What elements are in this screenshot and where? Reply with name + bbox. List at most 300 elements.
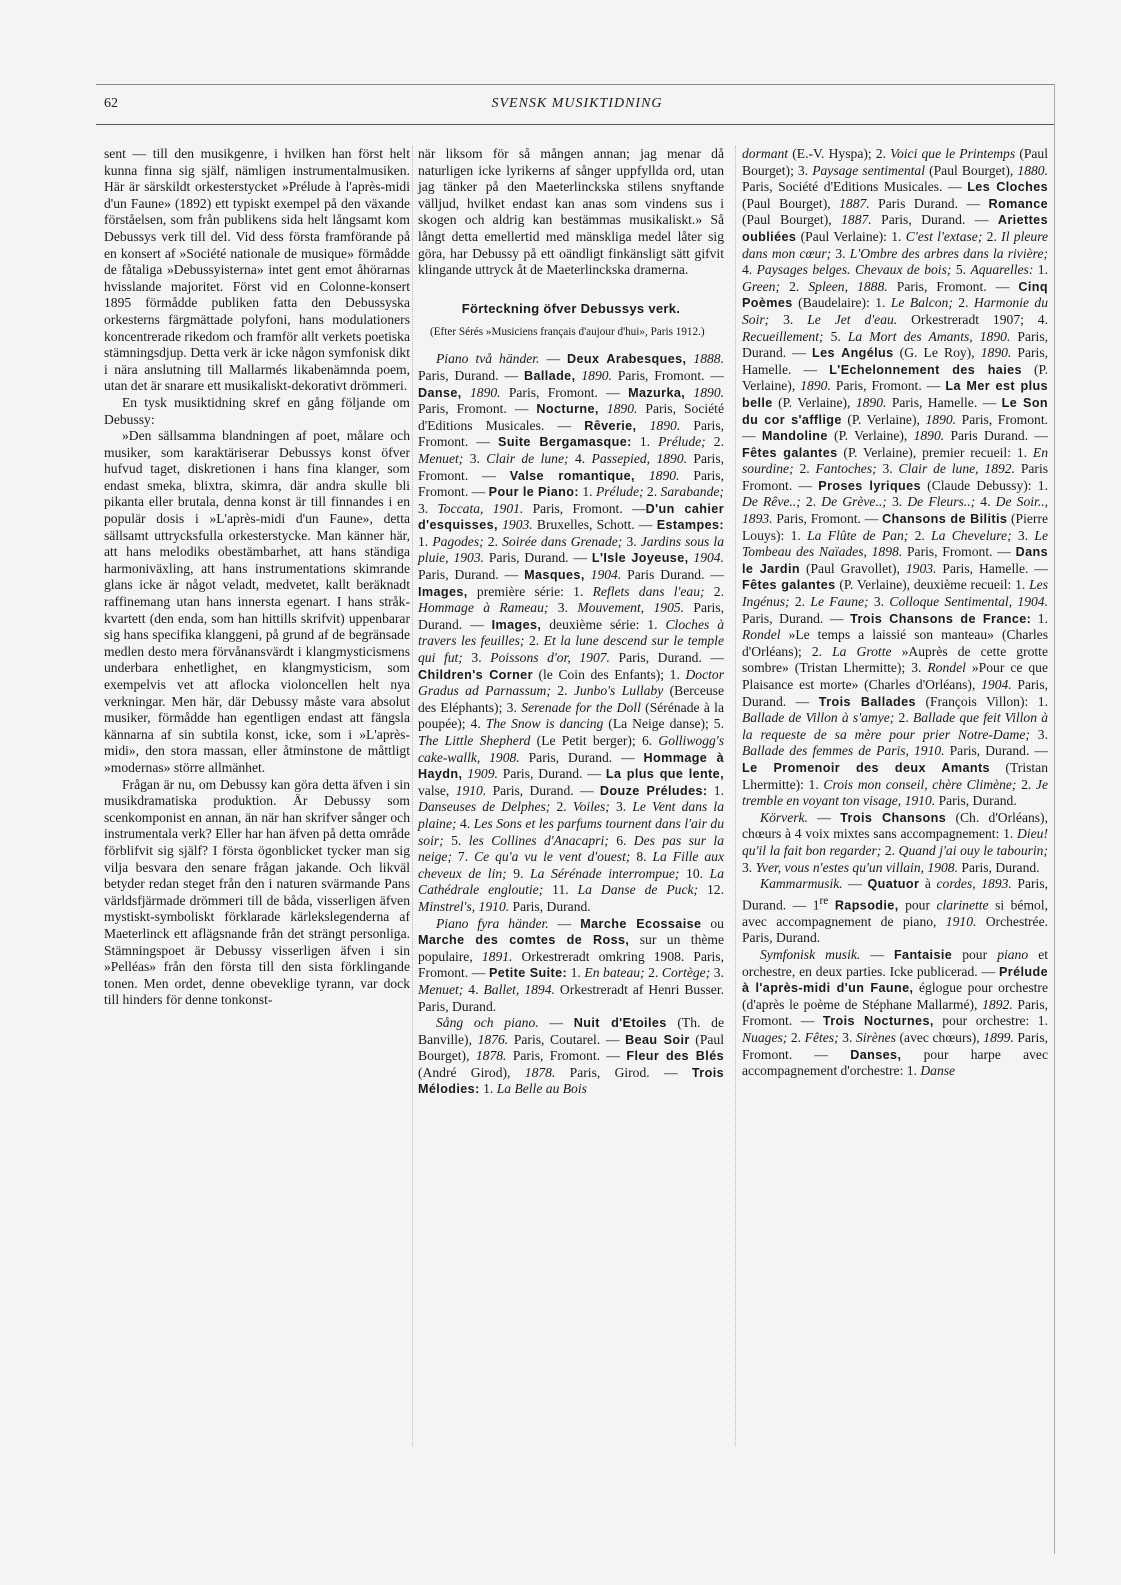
right-margin-rule	[1054, 84, 1055, 1554]
piece-title: La Chevelure;	[931, 527, 1018, 543]
text: première série: 1.	[467, 583, 593, 599]
text: »Auprès de cette grotte sombre» (Tristan Lhermitte); 3.	[742, 643, 1048, 676]
piece-title: Et la lune descend sur le temple qui fut;	[418, 633, 724, 666]
text: ou	[701, 915, 724, 931]
top-rule	[96, 84, 1054, 85]
piece-title: 1890.	[855, 394, 887, 410]
text: 2.	[528, 633, 544, 649]
paragraph: när liksom för så mången annan; jag menar då naturligen icke lyrikerns af sånger uppfyllda ord, utan jag tänker på den Maeterlinckska stilens snyftande välljud, hvilket endast kan anas som vindens sus i skogen och aldrig kan bestämmas musikaliskt.» Så långt detta emellertid med mänskliga medel låter sig göra, har Debussy på ett oändligt finkänsligt sätt gifvit klingande uttryck åt de Maeterlinckska dramerna.	[418, 146, 724, 278]
piece-title: Sarabande;	[660, 484, 724, 500]
piece-title: La Flûte de Pan;	[807, 527, 915, 543]
text: Paris, Durand.	[509, 898, 591, 914]
text: si bémol, avec accompagnement de piano,	[742, 897, 1048, 929]
text: 2.	[799, 461, 816, 477]
text: Orchestrée. Paris, Durand.	[742, 913, 1048, 946]
piece-title: les Collines d'Anacapri;	[468, 832, 617, 848]
column-divider	[735, 146, 736, 1446]
text: pour harpe avec accompagnement d'orchestre: 1.	[742, 1046, 1048, 1079]
piece-title: 1899.	[983, 1030, 1014, 1045]
text: 3.	[713, 965, 724, 981]
piece-title: Pagodes;	[432, 533, 488, 549]
text: Paris Durand. —	[621, 567, 724, 583]
piece-title: Cloches à travers les feuilles;	[418, 616, 724, 649]
text: 3.	[471, 650, 491, 666]
text: 5.	[955, 262, 971, 278]
text: (Paul Bourget),	[742, 195, 840, 211]
work-title: Marche des comtes de Ross,	[418, 933, 630, 948]
text: 6.	[616, 832, 634, 848]
text: 4.	[460, 815, 474, 831]
text: Paris, Durand. — 1	[742, 876, 1049, 913]
text: 2.	[789, 278, 809, 294]
text: 3.	[557, 600, 578, 616]
text: Paris, Hamelle. —	[742, 345, 1049, 377]
piece-title: Ballade que feit Villon à la requeste de sa mère pour prier Notre-Dame;	[742, 710, 1049, 742]
works-piano-two-hands	[418, 351, 724, 915]
text: —	[539, 351, 568, 367]
text: (P. Verlaine), deuxième recueil: 1.	[835, 577, 1030, 593]
text: pour orchestre: 1.	[933, 1013, 1048, 1029]
text: Paris, Durand. —	[742, 677, 1049, 709]
piece-title: La Belle au Bois	[496, 1081, 587, 1097]
work-title: Trois Nocturnes,	[822, 1014, 934, 1029]
work-title: Trois Chansons de France:	[850, 611, 1032, 626]
category-heading: Symfonisk musik.	[760, 947, 861, 963]
works-piano-four-hands	[418, 916, 724, 1016]
work-title: Les Cloches	[967, 180, 1049, 195]
text: (Paul Gravollet),	[799, 560, 906, 576]
work-title: Trois Ballades	[818, 694, 916, 709]
work-title: Fleur des Blés	[626, 1049, 725, 1064]
text: 2.	[914, 527, 932, 543]
text: Paris, Durand. —	[609, 650, 725, 666]
text: (Paul Bourget),	[742, 212, 842, 228]
work-title: Nuit d'Etoiles	[573, 1016, 667, 1031]
piece-title: clarinette	[936, 897, 989, 913]
piece-title: Ballade des femmes de Paris, 1910.	[742, 743, 945, 759]
text: 12.	[707, 882, 724, 898]
text: (Sérénade à la poupée); 4.	[418, 699, 724, 732]
text: »Le temps a laissié son manteau» (Charles d'Orléans); 2.	[742, 627, 1048, 659]
work-title: Chansons de Bilitis	[882, 512, 1008, 527]
text: (Paul Bourget),	[925, 162, 1018, 178]
piece-title: La Mort des Amants, 1890.	[847, 328, 1011, 344]
text: Paris, Durand. —	[486, 782, 600, 798]
piece-title: La Sérénade interrompue;	[530, 865, 687, 881]
text: 8.	[636, 849, 653, 865]
text: Paris, Durand. —	[497, 766, 606, 782]
text: Paris, Société d'Editions Musicales. —	[418, 401, 724, 433]
text: 9.	[513, 865, 531, 881]
text: valse,	[418, 782, 456, 798]
piece-title: 1876.	[477, 1031, 509, 1047]
work-year: 1903.	[497, 517, 533, 533]
text: 3.	[1037, 726, 1048, 742]
text: Paris, Fromont. —	[902, 544, 1016, 560]
work-title: Fêtes galantes	[742, 445, 838, 460]
work-title: Hommage à Haydn,	[418, 750, 724, 782]
piece-title: The Snow is dancing	[485, 716, 604, 732]
text: 3.	[835, 245, 850, 261]
text: 2.	[648, 965, 662, 981]
text: Paris, Durand. —	[484, 550, 592, 566]
work-title: Marche Ecossaise	[580, 916, 702, 931]
paragraph: Frågan är nu, om Debussy kan göra detta äfven i sin musikdramatiska produktion. Är Debussy som scenkomponist en annan, än när han skrifver sånger och instrumentala verk? Eller har han äfven på detta område förblifvit sig själf? I första ögonblicket tycker man sig vilja besvara den senare frågan jakande. Och likväl betyder redan steget från den i naturen svärmande Pans världsfjärmade drömmeri till de båda, visserligen äfven mystiskt-symboliskt förklarade kärlekslegenderna af Maeterlinck ett aflägsnande från det strängt personliga. Stämningspoet är Debussy visserligen äfven i sin »Pelléas» från den första till den sista förklingande tonen. Men ordet, denne obeveklige tyrann, var dock till hinders för denne tonkonst-	[104, 776, 410, 1008]
text: 2.	[805, 494, 822, 510]
text: Paris Durand. —	[944, 428, 1048, 444]
text: Paris, Fromont. —	[418, 467, 724, 500]
work-title: Beau Soir	[625, 1032, 690, 1047]
category-heading: Körverk.	[760, 809, 808, 825]
text: 3.	[882, 461, 899, 477]
work-title: Fantaisie	[893, 948, 953, 963]
column-3	[742, 146, 1048, 1080]
works-song-and-piano	[418, 1015, 724, 1098]
work-title: Images,	[418, 584, 468, 599]
work-title: Romance	[988, 196, 1049, 211]
works-symphonic	[742, 947, 1048, 1080]
piece-title: Recueillement;	[742, 328, 831, 344]
piece-title: De Rêve..;	[742, 494, 806, 510]
piece-title: Passepied, 1890.	[591, 450, 688, 466]
text: 2.	[557, 683, 574, 699]
text: (P. Verlaine), premier recueil: 1.	[837, 444, 1033, 460]
text: (G. Le Roy),	[893, 345, 981, 361]
piece-title: Sirènes	[855, 1030, 896, 1045]
text: 2.	[1021, 776, 1036, 792]
text: (Tristan Lhermitte): 1.	[742, 759, 1048, 792]
section-title: Förteckning öfver Debussys verk.	[461, 300, 681, 316]
text: —	[860, 947, 894, 963]
work-year: 1904.	[584, 567, 622, 583]
text: Paris, Fromont. —	[742, 411, 1049, 444]
text: Paris, Durand. —	[871, 212, 998, 228]
text: Paris, Durand.	[935, 793, 1017, 809]
piece-title: Le Vent dans la plaine;	[418, 799, 724, 831]
text: Orkestreradt omkring 1908. Paris, Fromont. —	[418, 948, 724, 981]
category-heading: Sång och piano.	[436, 1015, 539, 1031]
piece-title: 1903.	[905, 560, 937, 576]
piece-title: Ce qu'a vu le vent d'ouest;	[474, 849, 637, 865]
text: 1.	[418, 533, 433, 549]
text: Paris, Durand. —	[519, 749, 644, 765]
text: sur un thème populaire,	[418, 932, 725, 964]
work-title: L'Isle Joyeuse,	[591, 551, 689, 566]
text: —	[548, 915, 581, 931]
work-title: Suite Bergamasque:	[498, 435, 632, 450]
superscript: re	[819, 894, 829, 907]
piece-title: Colloque Sentimental, 1904.	[889, 594, 1048, 610]
piece-title: Jardins sous la pluie, 1903.	[418, 533, 725, 566]
text: Paris, Durand. —	[944, 743, 1049, 759]
piece-title: Voiles;	[572, 799, 616, 815]
piece-title: Serenade for the Doll	[521, 699, 641, 715]
text: (André Girod),	[418, 1064, 525, 1080]
piece-title: Aquarelles:	[970, 262, 1038, 278]
text: (Le Petit berger); 6.	[530, 733, 659, 748]
text: Paris, Durand. —	[742, 328, 1049, 361]
text: 2.	[713, 434, 724, 450]
text: (Ch. d'Orléans), chœurs à 4 voix mixtes sans accompagnement: 1.	[742, 809, 1048, 842]
work-title: Ballade,	[523, 368, 576, 383]
text: 4.	[574, 450, 592, 466]
paragraph: sent — till den musikgenre, i hvilken han först helt kunna finna sig själf, nämligen instrumentalmusiken. Här är särskildt orkesterstycket »Prélude à l'après-midi d'un Faune» (1892) ett typiskt exempel på den växande förståelsen, som från publikens sida helt långsamt kom Debussys verk till del. Vid dess första framförande på en konsert af »Société nationale de musique» förmådde de fåtaliga »Debussyisterna» intet gent emot åhörarnas hvisslande majoritet. Först vid en Colonne-konsert 1895 förmådde publiken fatta den Debussyska orkesterns färgmättade polyfoni, hans modulationers koncentrerade rikedom och framför allt verkets poetiska stämningsdjup. Detta verk är icke någon symfonisk dikt i nära anslutning till Mallarmés likabenämnda poem, utan det är snarare ett musikaliskt-dekorativt drömmeri.	[104, 146, 410, 394]
running-header	[104, 92, 1050, 114]
text: pour	[952, 947, 998, 963]
piece-title: 1890.	[925, 411, 957, 427]
work-title: Douze Préludes:	[599, 783, 708, 798]
piece-title: Fêtes;	[804, 1030, 843, 1045]
piece-title: Paysages belges. Chevaux de bois;	[756, 262, 956, 278]
text: (Th. de Banville),	[418, 1015, 724, 1047]
piece-title: Menuet;	[418, 450, 470, 466]
work-title: Le Son du cor s'afflige	[742, 395, 1049, 427]
piece-title: En bateau;	[584, 965, 649, 981]
work-year: 1890.	[636, 417, 681, 433]
work-title: Prélude à l'après-midi d'un Faune,	[742, 964, 1048, 996]
piece-title: La Grotte	[832, 643, 892, 659]
text: 5.	[451, 832, 469, 848]
piece-title: Soirée dans Grenade;	[502, 533, 627, 549]
piece-title: Ballet, 1894.	[483, 981, 555, 997]
text: 10.	[686, 865, 710, 881]
work-title: Proses lyriques	[818, 478, 921, 493]
piece-title: 1887.	[839, 195, 870, 211]
text: 2.	[487, 533, 503, 549]
paragraph: En tysk musiktidning skref en gång följande om Debussy:	[104, 394, 410, 427]
piece-title: Fantoches;	[815, 461, 883, 477]
work-title: Rêverie,	[584, 418, 637, 433]
text: Paris, Durand. —	[418, 567, 525, 583]
text: 11.	[552, 882, 578, 898]
text: (E.-V. Hyspa); 2.	[788, 146, 891, 161]
category-heading: Kammarmusik.	[760, 876, 843, 892]
quotation: »Den sällsamma blandningen af poet, målare och musiker, som karaktäriserar Debussys konst öfver hufvud taget, diskretionen i hans fina klanger, som endast smeka, blixtra, skimra, där andra skulle bli pikanta eller brutala, denna konst är till finnandes i en populär dosis i »L'après-midi d'un Faune», detta sällsamt uttrycksfulla orkesterstycke. Man känner här, att hans melodiks obestämbarhet, att hans ständiga harmoniväxling, att hans instrumentations skimrande glans icke är något veladt, medvetet, kallt beräknadt raffinemang utan hans innersta egenart. I hans stråk-kvartett (den enda, som han hittills skrifvit) uppenbarar sig hans specifika klanggeni, på grund af de begränsade medlen desto mera förvånansvärdt i klangmysticismens underbara enhetlighet, en klangmysticism, som exempelvis vet att aflocka violoncellen helt nya verkningar. Men här, där Debussy måste vara absolut musiker, förmådde han egentligen endast att fängsla kännarna af sin subtila konst, icke, som i »L'après-midi», den stora massan, eller åtminstone de måttligt »modernas» större allmänhet.	[104, 428, 410, 775]
work-year: 1890.	[634, 467, 680, 483]
piece-title: Le Tombeau des Naïades, 1898.	[742, 527, 1049, 560]
piece-title: Les Ingénus;	[742, 577, 1048, 610]
piece-title: Le Balcon;	[890, 295, 959, 311]
text: (La Neige danse); 5.	[603, 716, 724, 732]
piece-title: 1892.	[982, 996, 1013, 1012]
piece-title: Crois mon conseil, chère Climène;	[823, 776, 1022, 792]
piece-title: piano	[997, 947, 1029, 963]
text: Paris, Fromont. —	[418, 401, 537, 417]
work-title: Danses,	[850, 1047, 902, 1062]
piece-title: De Grève..;	[821, 494, 892, 510]
piece-title: Rondel	[927, 660, 966, 676]
page-number: 62	[104, 96, 118, 111]
work-title: L'Echelonnement des haies	[829, 362, 1022, 377]
piece-title: 1890.	[980, 345, 1012, 361]
journal-title: SVENSK MUSIKTIDNING	[491, 96, 663, 111]
text: 4.	[980, 494, 996, 510]
text: Paris, Fromont. —	[887, 278, 1019, 294]
work-title: Rapsodie,	[834, 898, 899, 913]
work-title: Mandoline	[761, 429, 828, 444]
piece-title: Hommage à Rameau;	[418, 600, 558, 616]
piece-title: Doctor Gradus ad Parnassum;	[418, 666, 724, 699]
piece-title: Les Sons et les parfums tournent dans l'air du soir;	[418, 815, 724, 848]
piece-title: 1878.	[475, 1048, 507, 1064]
work-year: 1890.	[685, 384, 725, 400]
text: Paris, Durand. —	[418, 367, 524, 383]
text: Paris, Fromont. —	[742, 996, 1049, 1029]
piece-title: Harmonie du Soir;	[742, 295, 1048, 327]
text: —	[807, 809, 841, 825]
piece-title: 1880.	[1017, 162, 1048, 178]
work-title: Petite Suite:	[488, 966, 568, 981]
text: (Berceuse des Eléphants); 3.	[418, 683, 724, 715]
text: (Paul Verlaine): 1.	[796, 228, 906, 244]
text: 1.	[631, 434, 659, 450]
work-year: 1890.	[461, 384, 501, 400]
text: 2.	[794, 594, 811, 610]
work-year: 1904.	[688, 550, 724, 566]
text: Paris, Fromont. —	[611, 367, 724, 383]
text: (Baudelaire): 1.	[792, 295, 891, 311]
text: (Claude Debussy): 1.	[920, 477, 1048, 493]
text: (P. Verlaine),	[772, 394, 856, 410]
text: Paris, Coutarel. —	[508, 1031, 626, 1047]
work-year: 1890.	[575, 367, 612, 383]
piece-title: La Cathédrale engloutie;	[418, 865, 724, 898]
text: Paris, Fromont. —	[500, 384, 629, 400]
piece-title: 1890.	[913, 428, 945, 444]
piece-title: Paysage sentimental	[812, 162, 925, 178]
text: 3.	[742, 859, 756, 875]
category-heading: Piano två händer.	[436, 351, 540, 367]
work-title: Le Promenoir des deux Amants	[742, 760, 990, 775]
text: 2.	[898, 710, 913, 726]
text: 2.	[556, 799, 573, 815]
text: Paris, Hamelle. —	[886, 394, 1002, 410]
text: —	[842, 876, 868, 892]
piece-title: Le Jet d'eau.	[807, 311, 898, 327]
piece-title: cordes, 1893.	[936, 876, 1012, 892]
piece-title: 1887.	[841, 212, 872, 228]
piece-title: Des pas sur la neige;	[418, 832, 725, 865]
piece-title: Toccata, 1901.	[437, 500, 524, 516]
header-rule	[96, 124, 1054, 125]
piece-title: En sourdine;	[742, 444, 1048, 477]
text: 1.	[707, 782, 724, 798]
text: 3.	[615, 799, 633, 815]
text: Paris, Fromont. —	[418, 450, 725, 483]
text: Orkestreradt af Henri Busser. Paris, Durand.	[418, 981, 724, 1014]
text: 2.	[646, 484, 661, 500]
text: 3.	[891, 494, 908, 510]
piece-title: dormant	[742, 146, 789, 161]
text: (Paul Bourget); 3.	[742, 146, 1049, 178]
text: (P. Verlaine),	[827, 428, 914, 444]
text: Bruxelles, Schott. —	[532, 517, 657, 533]
text: (François Villon): 1.	[915, 693, 1048, 709]
text: pour	[898, 897, 937, 913]
piece-title: C'est l'extase;	[905, 228, 987, 244]
text: 1.	[1031, 610, 1048, 626]
text: 3.	[1017, 527, 1035, 543]
text: 1.	[567, 965, 585, 981]
text: et orchestre, en deux parties. Icke publicerad. —	[742, 947, 1049, 979]
piece-title: Poissons d'or, 1907.	[490, 650, 610, 666]
piece-title: Minstrel's, 1910.	[418, 898, 510, 914]
piece-title: Ballade de Villon à s'amye;	[742, 710, 899, 726]
text: 2.	[884, 842, 899, 858]
work-title: Estampes:	[656, 518, 724, 533]
piece-title: De Fleurs..;	[907, 494, 981, 510]
piece-title: Dieu! qu'il la fait bon regarder;	[742, 826, 1048, 858]
section-note: (Efter Sérés »Musiciens français d'aujour d'hui», Paris 1912.)	[430, 326, 705, 339]
work-title: Mazurka,	[628, 385, 686, 400]
text: Paris, Fromont. —	[506, 1048, 627, 1064]
text: Paris, Fromont. —	[772, 511, 883, 527]
text: »Pour ce que Plaisance est morte» (Charles d'Orléans),	[742, 660, 1048, 692]
text: (Pierre Louys): 1.	[742, 511, 1049, 543]
text: 2.	[986, 228, 1002, 244]
text: Paris, Fromont. —	[418, 417, 725, 450]
text: Paris, Durand. —	[742, 610, 851, 626]
piece-title: 1910.	[945, 913, 977, 929]
piece-title: 1904.	[981, 677, 1012, 692]
piece-title: Je tremble en voyant ton visage, 1910.	[742, 776, 1048, 809]
piece-title: Clair de lune;	[486, 450, 575, 466]
work-title: Children's Corner	[418, 667, 533, 682]
piece-title: Green;	[742, 278, 790, 294]
text: Paris, Fromont. —	[742, 1030, 1049, 1062]
column-divider	[412, 146, 413, 1446]
text: 3.	[469, 450, 487, 466]
piece-title: Quand j'ai ouy le tabourin;	[898, 842, 1049, 858]
text: 2.	[790, 1030, 805, 1045]
piece-title: Le Faune;	[810, 594, 874, 610]
piece-title: Il pleure dans mon cœur;	[742, 228, 1049, 261]
work-title: Trois Chansons	[840, 810, 947, 825]
text: Paris, Durand. —	[418, 600, 725, 632]
text: 1.	[578, 484, 596, 500]
piece-title: Voici que le Printemps	[890, 146, 1016, 161]
text: Paris, Fromont. —	[523, 500, 646, 516]
work-title: D'un cahier d'esquisses,	[418, 501, 724, 533]
text: (P. Verlaine),	[841, 411, 926, 427]
text: 3.	[842, 1030, 856, 1045]
text: 3.	[418, 500, 438, 516]
work-title: Nocturne,	[536, 402, 599, 417]
piece-title: Golliwogg's cake-wallk, 1908.	[418, 733, 724, 765]
work-title: Deux Arabesques,	[567, 352, 687, 367]
works-choral	[742, 810, 1048, 876]
text: (Paul Bourget),	[418, 1031, 725, 1064]
text: 2.	[713, 583, 724, 599]
piece-title: Prélude;	[658, 434, 714, 450]
text: 5.	[830, 328, 848, 344]
text: (le Coin des Enfants); 1.	[532, 666, 686, 682]
text: 7.	[457, 849, 475, 865]
text: Paris, Société d'Editions Musicales. —	[742, 179, 968, 195]
text: 3.	[873, 594, 890, 610]
piece-title: 1890.	[800, 378, 831, 394]
piece-title: Menuet;	[418, 981, 469, 997]
work-title: Pour le Piano:	[488, 485, 579, 500]
text: deuxième série: 1.	[541, 616, 666, 632]
work-year: 1909.	[462, 766, 498, 782]
work-title: Cinq Poèmes	[742, 279, 1048, 311]
piece-title: Rondel	[742, 627, 781, 643]
piece-title: De Soir.., 1893.	[742, 494, 1049, 527]
text: Paris Fromont. —	[742, 461, 1049, 493]
work-year: 1890.	[598, 401, 638, 417]
column-2	[418, 146, 724, 1098]
